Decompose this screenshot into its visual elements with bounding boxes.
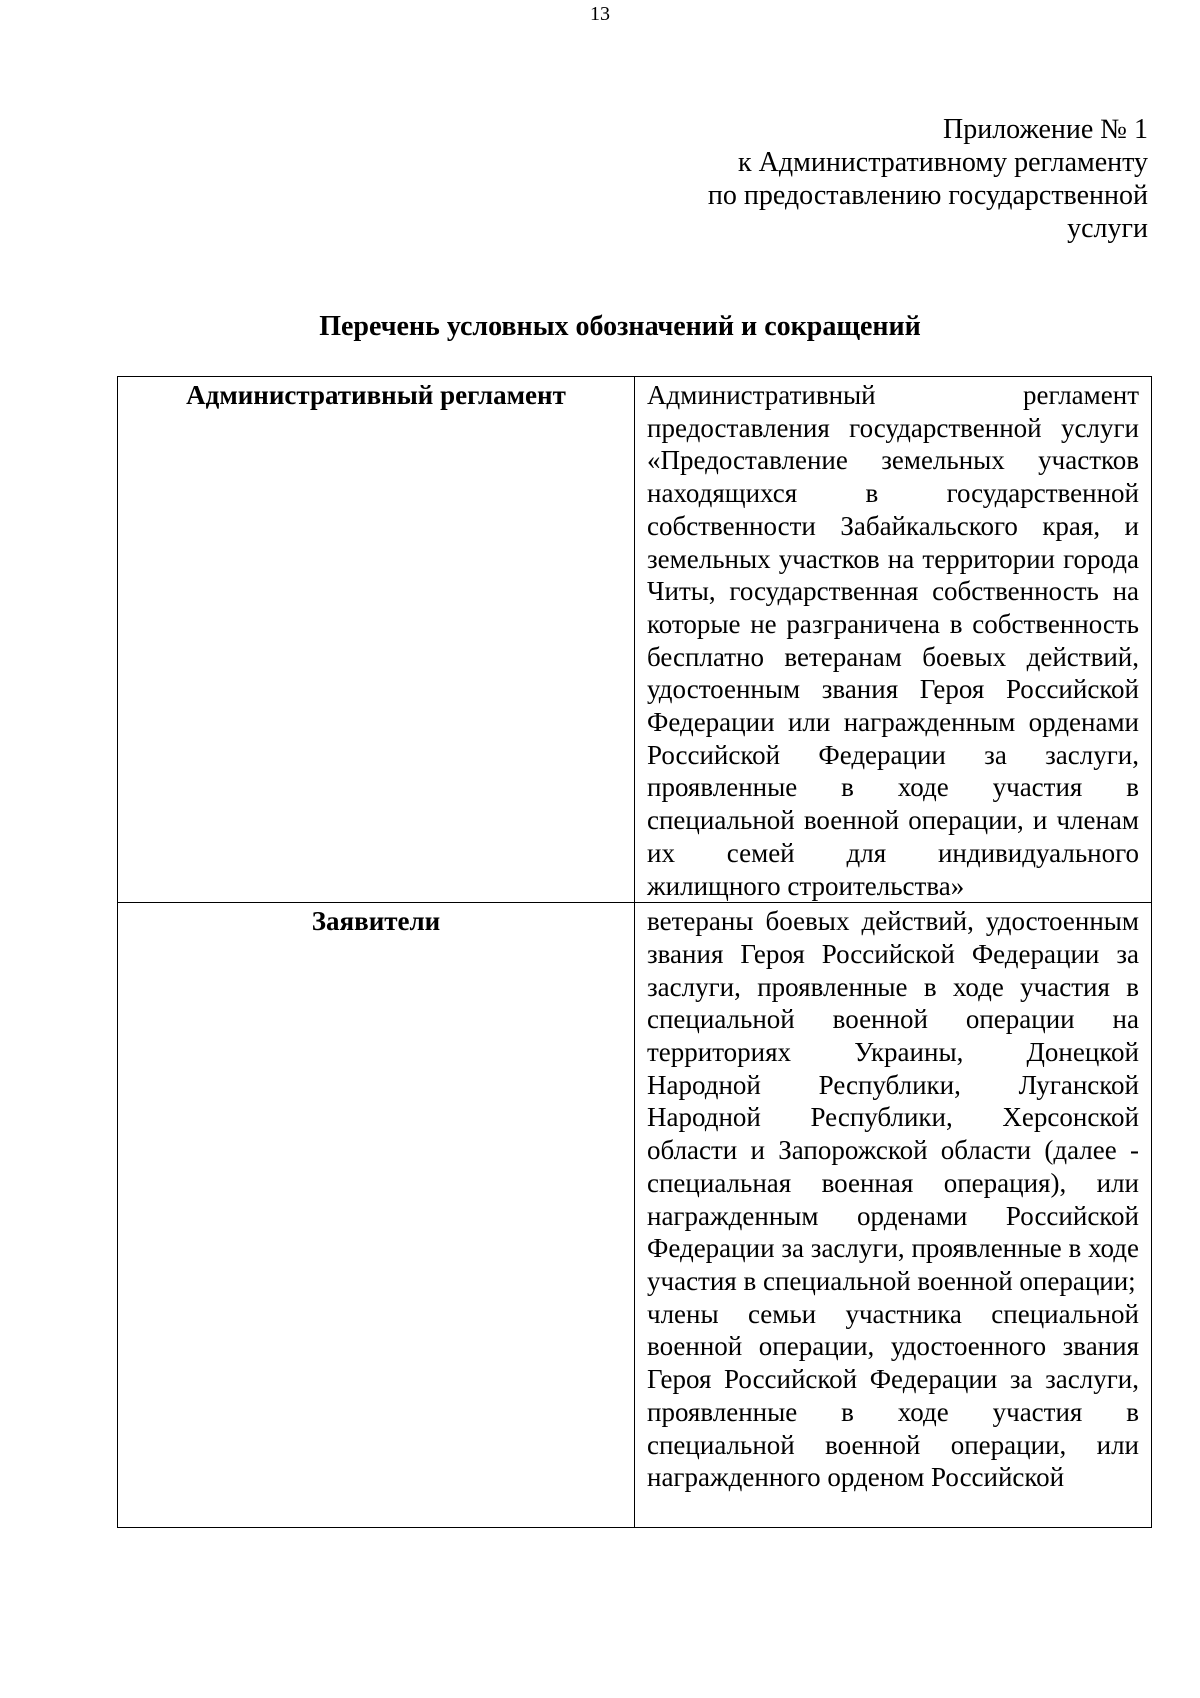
appendix-reference-end: услуги: [1067, 213, 1148, 244]
appendix-number: Приложение № 1: [943, 114, 1148, 145]
definition-paragraph: ветераны боевых действий, удостоенным звания Героя Российской Федерации за заслуги, проявленные в ходе участия в специальной военной операции на территориях Украины, Донецкой Народной Республики, Луганской Народной Республики, Херсонской области и Запорожской области (далее - специальная военная операция), или награжденным орденами Российской Федерации за заслуги, проявленные в ходе участия в специальной военной операции;: [647, 906, 1139, 1296]
definition-cell: [635, 903, 1152, 1528]
appendix-header: [708, 113, 1148, 245]
abbreviations-table: [117, 376, 1152, 1528]
page-number: 13: [590, 3, 610, 25]
definition-paragraph: члены семьи участника специальной военной операции, удостоенного звания Героя Российской Федерации за заслуги, проявленные в ходе участия в специальной военной операции, или награжденного орденом Российской: [647, 1298, 1139, 1493]
definition-cell: [635, 377, 1152, 903]
term-cell: Заявители: [118, 903, 635, 1528]
term-cell: Административный регламент: [118, 377, 635, 903]
definition-paragraph: Административный регламент предоставления государственной услуги «Предоставление земельных участков находящихся в государственной собственности Забайкальского края, и земельных участков на территории города Читы, государственная собственность на которые не разграничена в собственность бесплатно ветеранам боевых действий, удостоенным звания Героя Российской Федерации или награжденным орденами Российской Федерации за заслуги, проявленные в ходе участия в специальной военной операции, и членам их семей для индивидуального жилищного строительства»: [647, 380, 1139, 901]
table-row: [118, 903, 1152, 1528]
table-row: [118, 377, 1152, 903]
document-title: Перечень условных обозначений и сокращений: [319, 311, 921, 342]
appendix-reference: к Административному регламенту: [738, 147, 1148, 178]
appendix-reference-cont: по предоставлению государственной: [707, 180, 1148, 211]
